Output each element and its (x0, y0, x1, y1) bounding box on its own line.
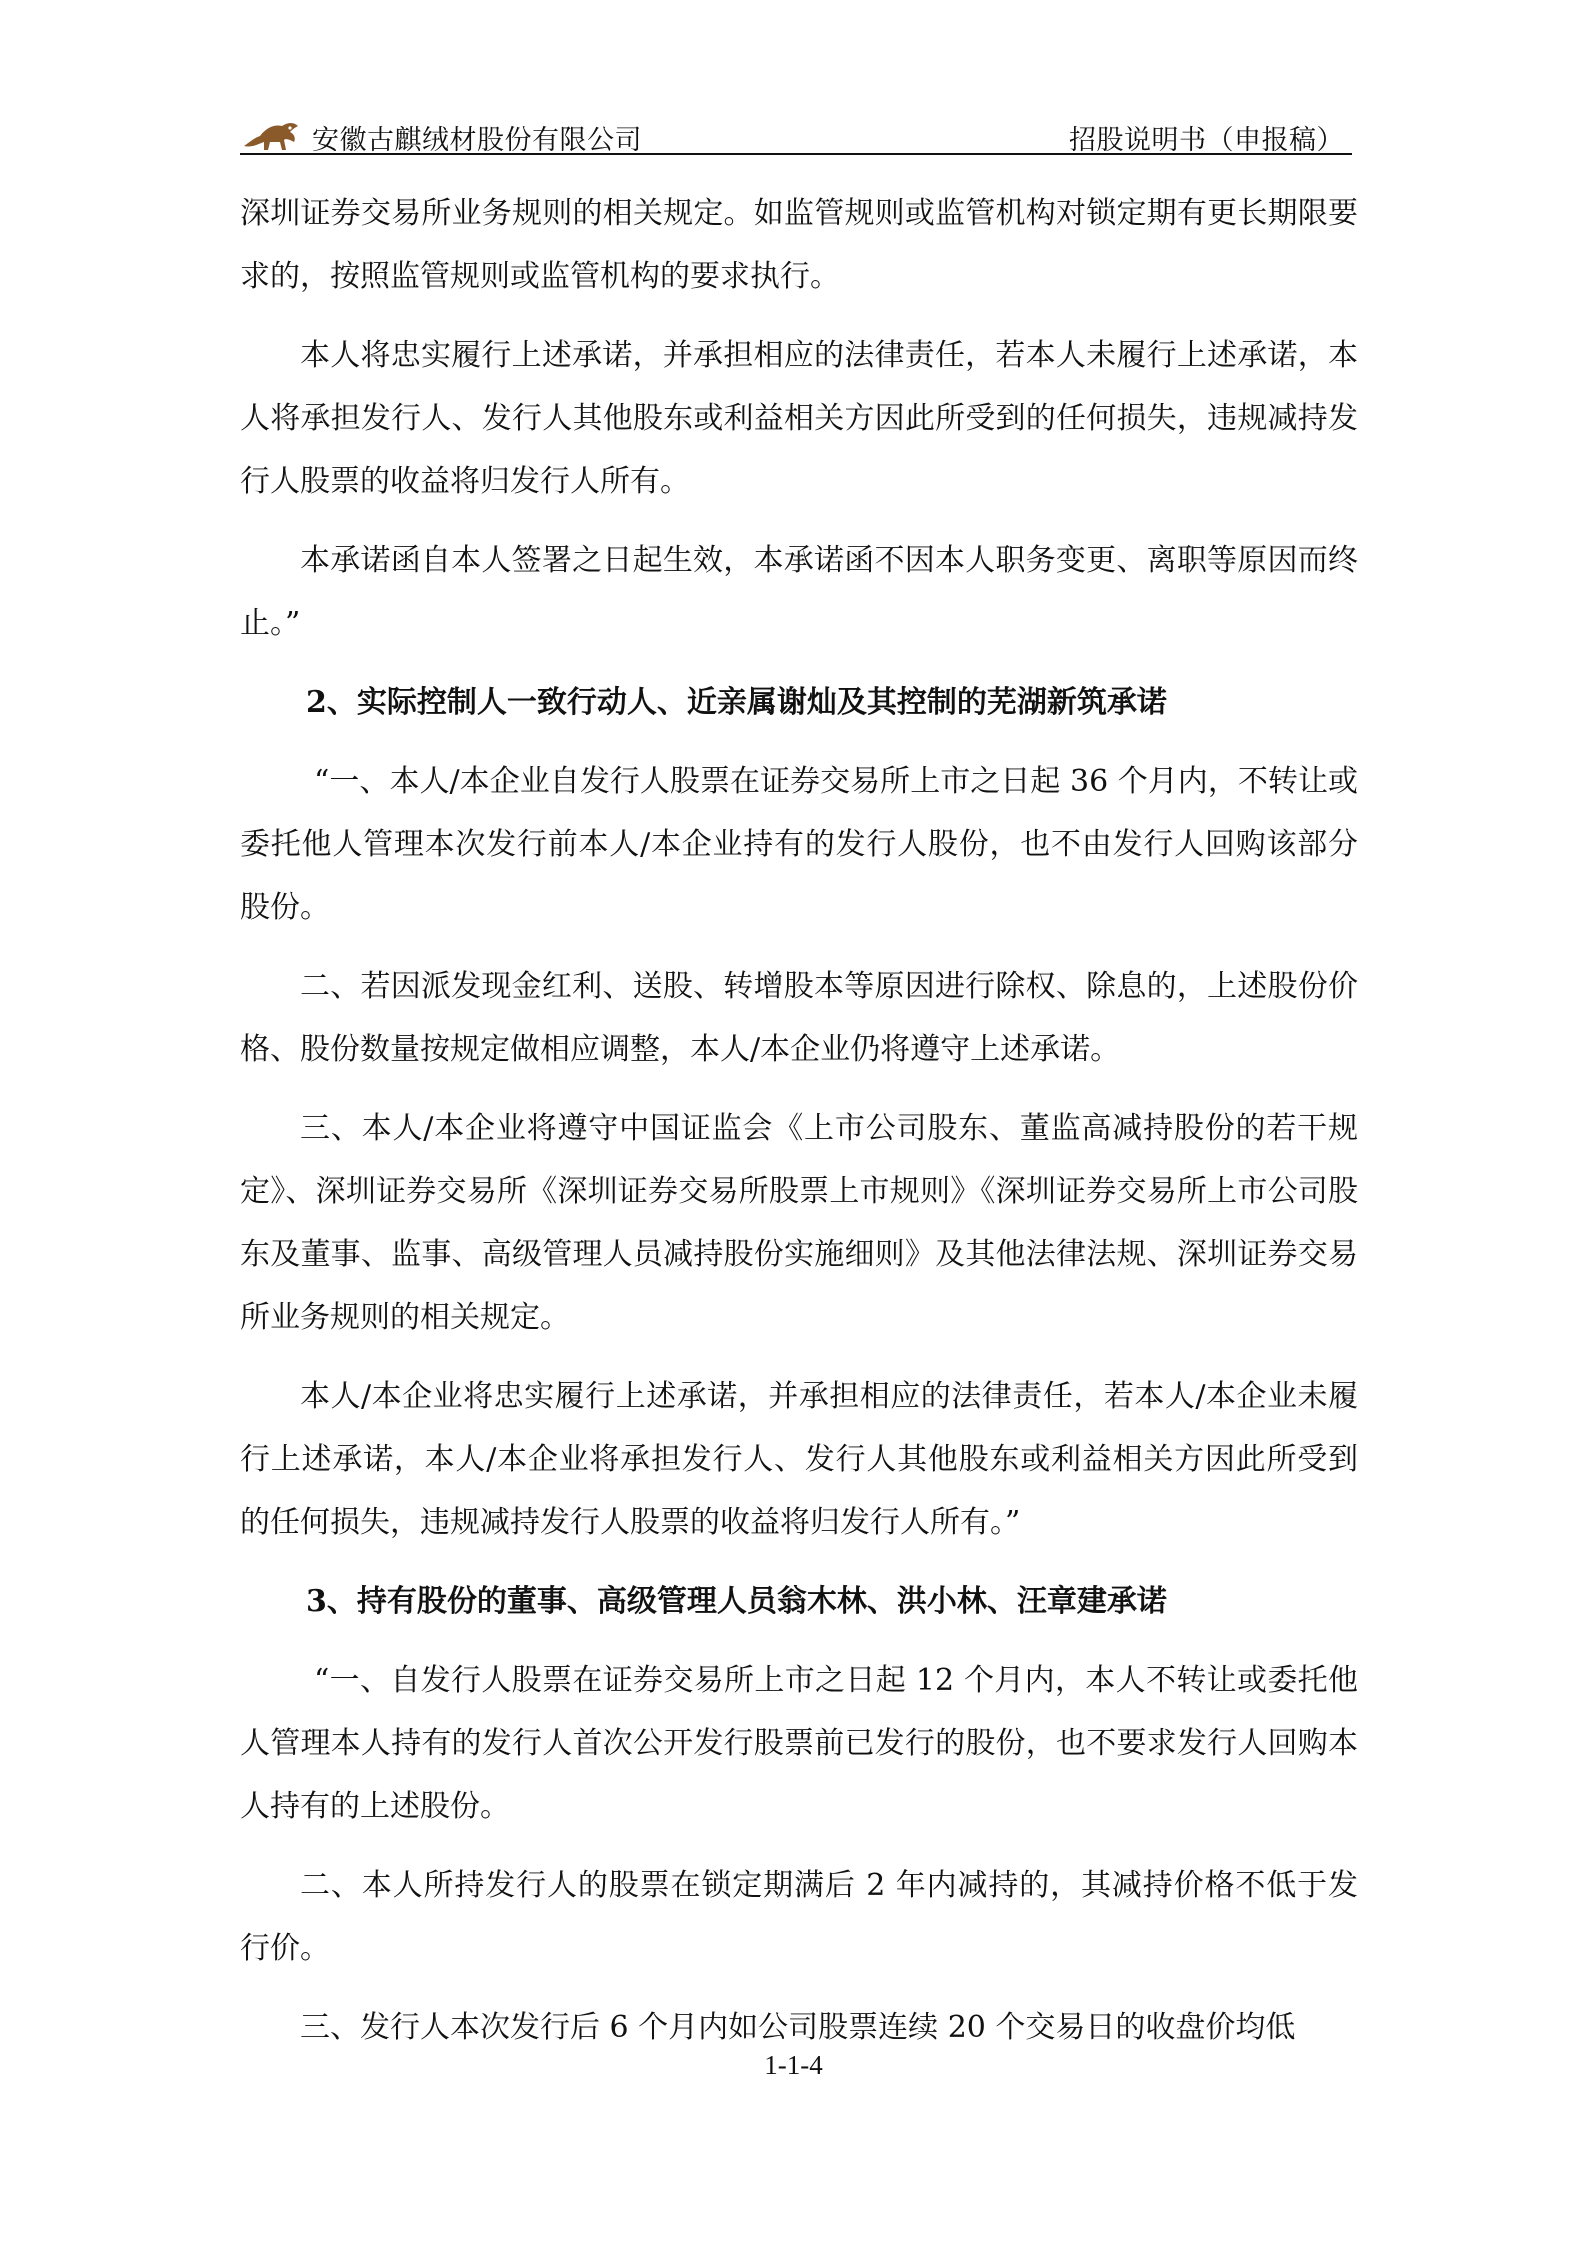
body-paragraph: 二、本人所持发行人的股票在锁定期满后 2 年内减持的，其减持价格不低于发行价。 (240, 1868, 1358, 1966)
body-paragraph: “一、本人/本企业自发行人股票在证券交易所上市之日起 36 个月内，不转让或委托他人管理本次发行前本人/本企业持有的发行人股份，也不由发行人回购该部分股份。 (240, 764, 1358, 925)
document-body (240, 182, 1358, 2075)
body-paragraph: 本人将忠实履行上述承诺，并承担相应的法律责任，若本人未履行上述承诺，本人将承担发行人、发行人其他股东或利益相关方因此所受到的任何损失，违规减持发行人股票的收益将归发行人所有。 (240, 338, 1358, 499)
body-paragraph: 本承诺函自本人签署之日起生效，本承诺函不因本人职务变更、离职等原因而终止。” (240, 543, 1358, 641)
body-paragraph: 深圳证券交易所业务规则的相关规定。如监管规则或监管机构对锁定期有更长期限要求的，按照监管规则或监管机构的要求执行。 (240, 196, 1358, 294)
body-paragraph: “一、自发行人股票在证券交易所上市之日起 12 个月内，本人不转让或委托他人管理本人持有的发行人首次公开发行股票前已发行的股份，也不要求发行人回购本人持有的上述股份。 (240, 1663, 1358, 1824)
section-heading-2: 2、实际控制人一致行动人、近亲属谢灿及其控制的芜湖新筑承诺 (306, 685, 1167, 720)
body-paragraph: 三、本人/本企业将遵守中国证监会《上市公司股东、董监高减持股份的若干规定》、深圳证券交易所《深圳证券交易所股票上市规则》《深圳证券交易所上市公司股东及董事、监事、高级管理人员减持股份实施细则》及其他法律法规、深圳证券交易所业务规则的相关规定。 (240, 1111, 1358, 1335)
header-rule (240, 153, 1352, 155)
body-paragraph: 本人/本企业将忠实履行上述承诺，并承担相应的法律责任，若本人/本企业未履行上述承诺，本人/本企业将承担发行人、发行人其他股东或利益相关方因此所受到的任何损失，违规减持发行人股票的收益将归发行人所有。” (240, 1379, 1358, 1540)
page-header (240, 112, 1352, 156)
header-company-name: 安徽古麒绒材股份有限公司 (312, 125, 642, 156)
header-document-type: 招股说明书（申报稿） (1069, 125, 1344, 156)
body-paragraph: 三、发行人本次发行后 6 个月内如公司股票连续 20 个交易日的收盘价均低 (300, 2010, 1296, 2045)
section-heading-3: 3、持有股份的董事、高级管理人员翁木林、洪小林、汪章建承诺 (306, 1584, 1167, 1619)
qilin-logo-icon (240, 116, 302, 154)
body-paragraph: 二、若因派发现金红利、送股、转增股本等原因进行除权、除息的，上述股份价格、股份数量按规定做相应调整，本人/本企业仍将遵守上述承诺。 (240, 969, 1358, 1067)
page-number: 1-1-4 (764, 2050, 823, 2080)
